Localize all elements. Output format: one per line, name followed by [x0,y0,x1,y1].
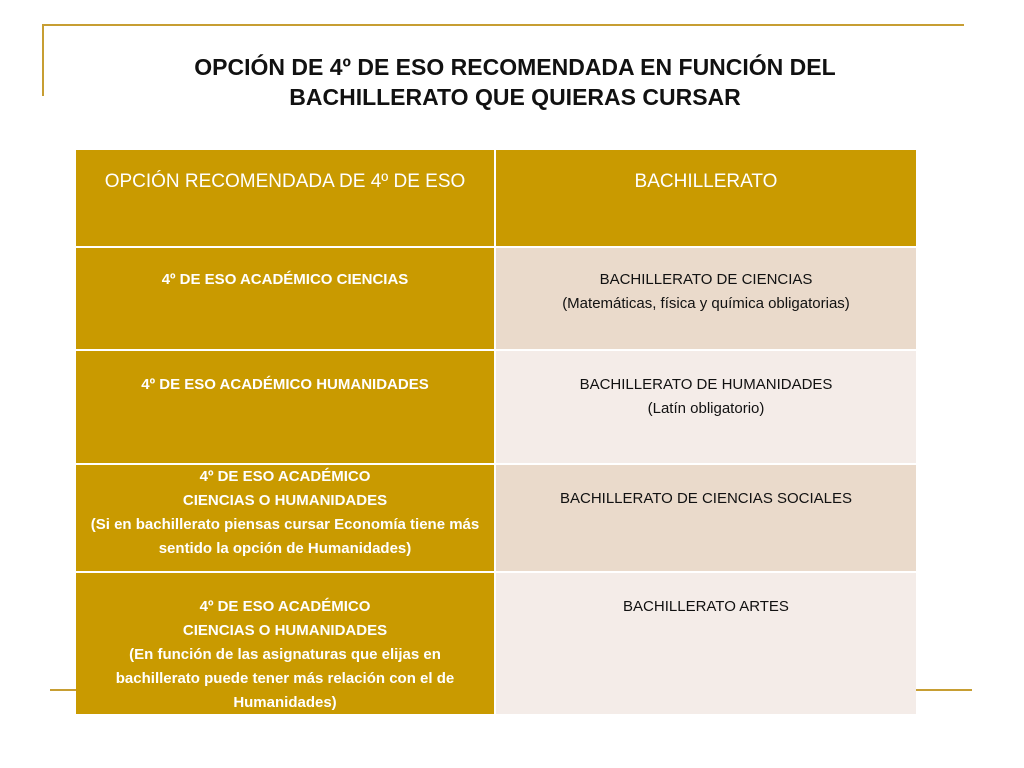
row-4-bachillerato-name: BACHILLERATO ARTES [623,598,789,615]
recommendation-table [76,150,916,711]
page-title [100,52,930,112]
header-option: OPCIÓN RECOMENDADA DE 4º DE ESO [76,150,494,246]
header-bachillerato: BACHILLERATO [496,150,916,246]
row-3-bachillerato [496,465,916,571]
row-1-option [76,248,494,349]
row-2-bachillerato [496,351,916,463]
decorative-bottom-left-line [50,689,78,691]
row-4-option-line-1: 4º DE ESO ACADÉMICO [199,598,371,615]
row-3-bachillerato-name: BACHILLERATO DE CIENCIAS SOCIALES [559,490,853,507]
row-2-option [76,351,494,463]
row-3-option [76,465,494,571]
row-1-option-text: 4º DE ESO ACADÉMICO CIENCIAS [161,271,409,288]
page-title-line-2: BACHILLERATO QUE QUIERAS CURSAR [289,84,741,110]
decorative-left-line [42,24,44,96]
row-4-option-note: (En función de las asignaturas que elijas en bachillerato puede tener más relación con el de Humanidades) [115,646,455,711]
page-title-line-1: OPCIÓN DE 4º DE ESO RECOMENDADA EN FUNCIÓN DEL [194,54,836,80]
decorative-bottom-right-line [914,689,972,691]
row-4-option-line-2: CIENCIAS O HUMANIDADES [182,622,388,639]
row-3-option-note: (Si en bachillerato piensas cursar Economía tiene más sentido la opción de Humanidades) [90,516,480,557]
decorative-top-line [42,24,964,26]
row-2-bachillerato-name: BACHILLERATO DE HUMANIDADES [579,376,833,393]
row-4-option [76,573,494,714]
row-2-bachillerato-note: (Latín obligatorio) [647,400,765,417]
row-1-bachillerato-note: (Matemáticas, física y química obligatorias) [562,295,850,312]
row-3-option-line-2: CIENCIAS O HUMANIDADES [182,492,388,509]
row-2-option-text: 4º DE ESO ACADÉMICO HUMANIDADES [141,376,429,393]
row-1-bachillerato [496,248,916,349]
row-1-bachillerato-name: BACHILLERATO DE CIENCIAS [599,271,813,288]
row-3-option-line-1: 4º DE ESO ACADÉMICO [199,468,371,485]
row-4-bachillerato [496,573,916,714]
